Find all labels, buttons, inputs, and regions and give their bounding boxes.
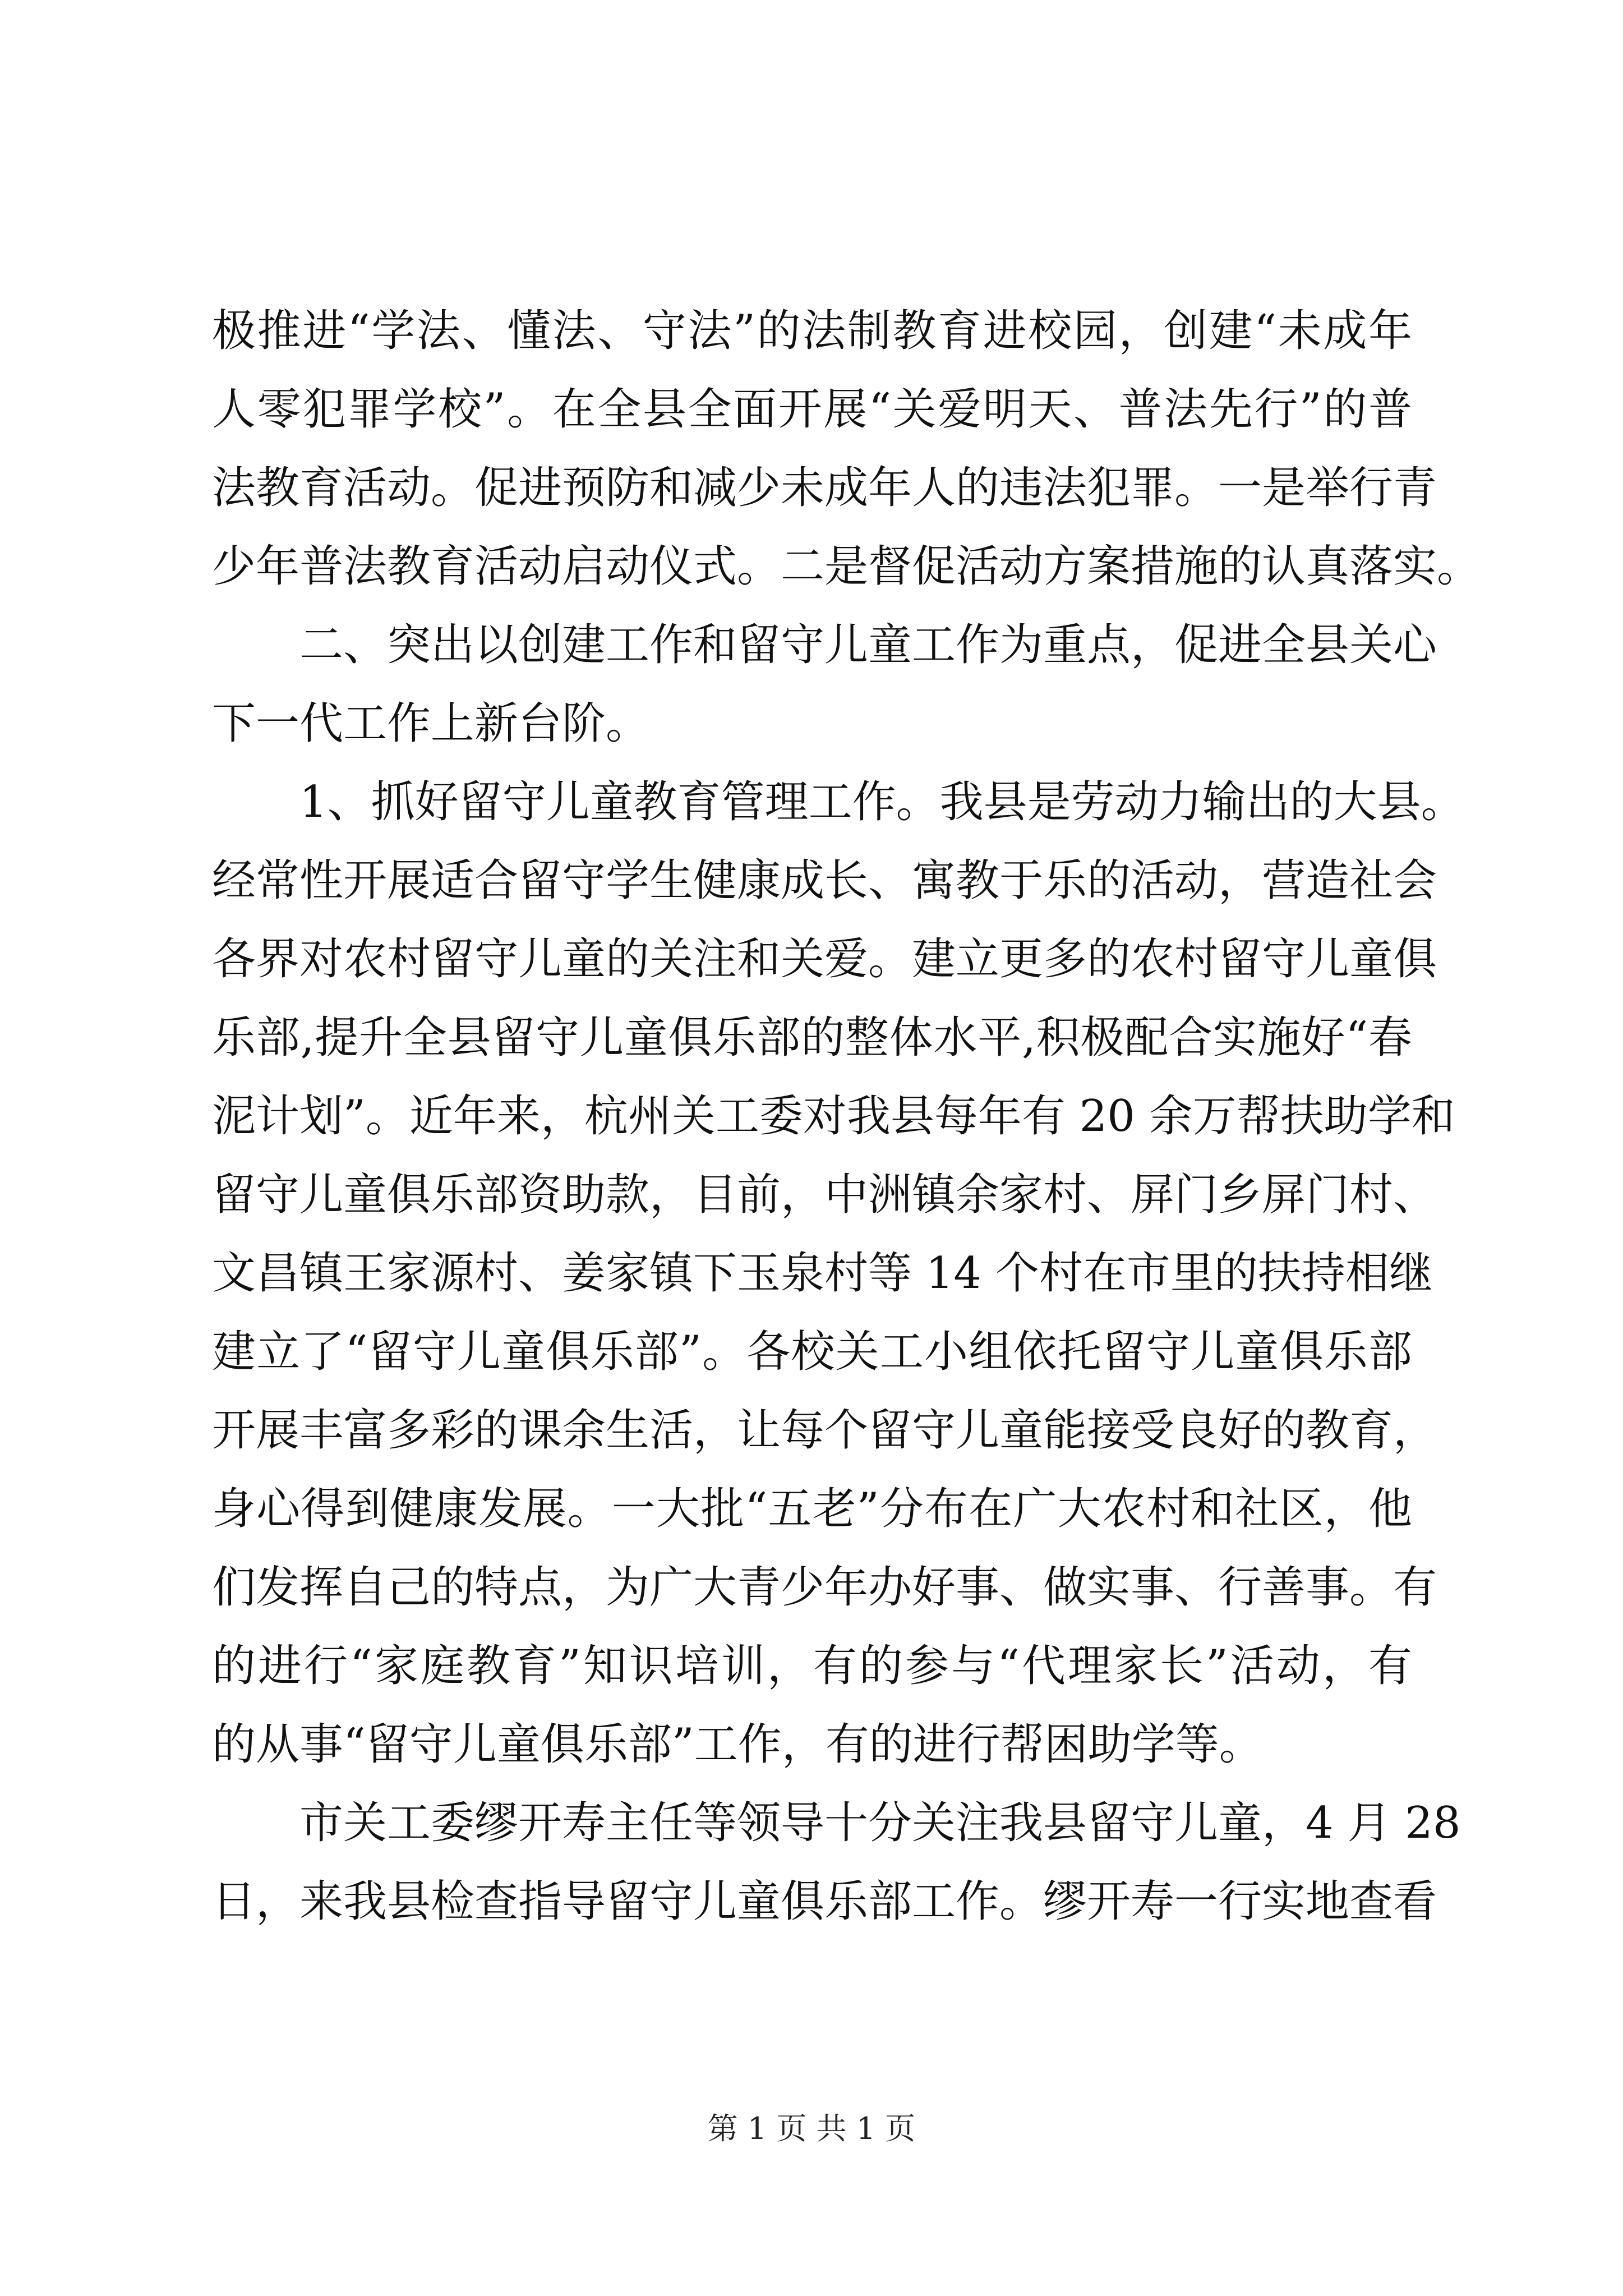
- text-line: 日，来我县检查指导留守儿童俱乐部工作。缪开寿一行实地查看: [212, 1876, 1437, 1927]
- text-line: 们发挥自己的特点，为广大青少年办好事、做实事、行善事。有: [212, 1562, 1437, 1613]
- document-body: [212, 292, 1481, 1941]
- paragraph: [212, 292, 1481, 606]
- text-line: 经常性开展适合留守学生健康成长、寓教于乐的活动，营造社会: [212, 855, 1437, 906]
- text-line: 极推进“学法、懂法、守法”的法制教育进校园，创建“未成年: [212, 306, 1412, 356]
- text-line: 文昌镇王家源村、姜家镇下玉泉村等 14 个村在市里的扶持相继: [212, 1248, 1433, 1299]
- text-line: 少年普法教育活动启动仪式。二是督促活动方案措施的认真落实。: [212, 541, 1481, 592]
- text-line: 各界对农村留守儿童的关注和关爱。建立更多的农村留守儿童俱: [212, 934, 1437, 984]
- paragraph: [212, 763, 1465, 1784]
- text-line: 的从事“留守儿童俱乐部”工作，有的进行帮困助学等。: [212, 1719, 1263, 1770]
- text-line: 人零犯罪学校”。在全县全面开展“关爱明天、普法先行”的普: [212, 384, 1412, 435]
- text-line: 下一代工作上新台阶。: [212, 698, 650, 749]
- text-line: 二、突出以创建工作和留守儿童工作为重点，促进全县关心: [299, 620, 1437, 670]
- paragraph: [212, 606, 1437, 763]
- text-line: 乐部,提升全县留守儿童俱乐部的整体水平,积极配合实施好“春: [212, 1013, 1412, 1063]
- text-line: 留守儿童俱乐部资助款，目前，中洲镇余家村、屏门乡屏门村、: [212, 1170, 1437, 1220]
- text-line: 身心得到健康发展。一大批“五老”分布在广大农村和社区，他: [212, 1484, 1412, 1534]
- text-line: 的进行“家庭教育”知识培训，有的参与“代理家长”活动，有: [212, 1641, 1412, 1691]
- text-line: 开展丰富多彩的课余生活，让每个留守儿童能接受良好的教育，: [212, 1405, 1437, 1456]
- text-line: 泥计划”。近年来，杭州关工委对我县每年有 20 余万帮扶助学和: [212, 1091, 1455, 1142]
- text-line: 法教育活动。促进预防和减少未成年人的违法犯罪。一是举行青: [212, 463, 1437, 513]
- text-line: 市关工委缪开寿主任等领导十分关注我县留守儿童，4 月 28: [299, 1798, 1461, 1848]
- page-footer: 第 1 页 共 1 页: [707, 2111, 916, 2146]
- text-line: 建立了“留守儿童俱乐部”。各校关工小组依托留守儿童俱乐部: [212, 1327, 1412, 1377]
- paragraph: [212, 1784, 1461, 1941]
- text-line: 1、抓好留守儿童教育管理工作。我县是劳动力输出的大县。: [299, 777, 1465, 827]
